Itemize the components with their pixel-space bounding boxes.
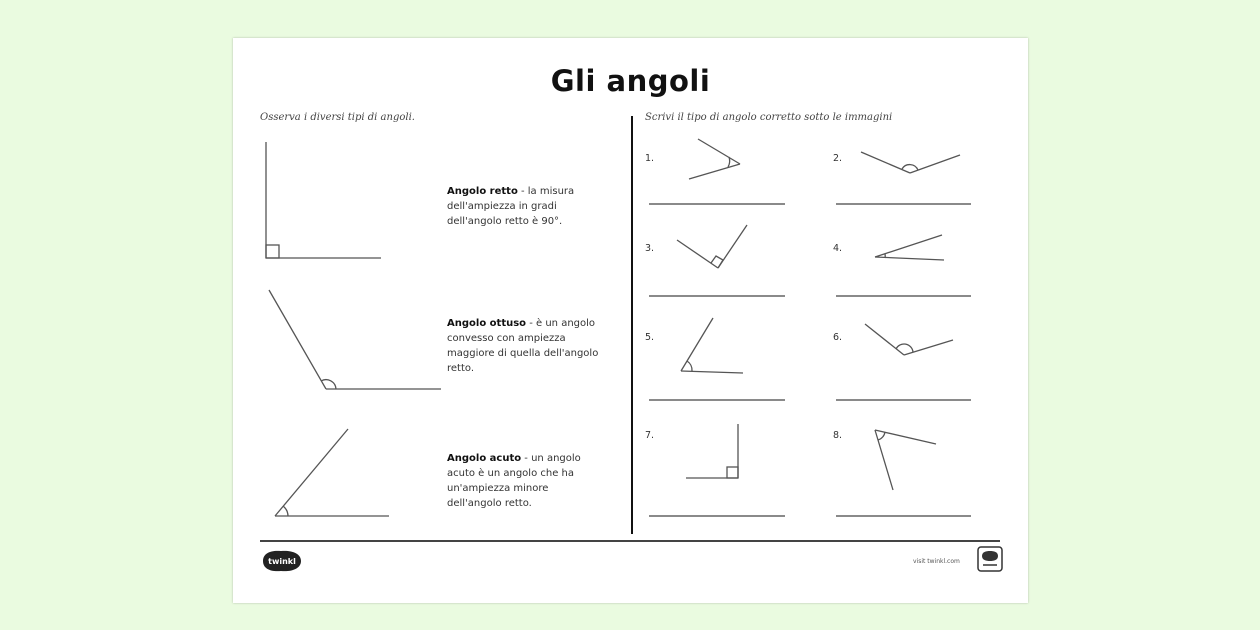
exercise-number-8: 8. xyxy=(833,430,843,441)
exercise-number-4: 4. xyxy=(833,243,843,254)
exercise-number-6: 6. xyxy=(833,332,843,343)
twinkl-badge-icon xyxy=(975,544,1005,574)
exercise-number-3: 3. xyxy=(645,243,655,254)
exercise-number-1: 1. xyxy=(645,153,655,164)
acute-angle-name: Angolo acuto xyxy=(447,453,522,464)
twinkl-logo-icon xyxy=(259,548,305,574)
acute-angle-text: - un angolo acuto è un angolo che ha un'ampiezza minore dell'angolo retto. xyxy=(447,453,581,509)
footer-site-text: visit twinkl.com xyxy=(913,558,960,565)
obtuse-angle-name: Angolo ottuso xyxy=(447,318,527,329)
exercise-angle-8 xyxy=(875,430,936,490)
exercise-angle-4 xyxy=(875,235,944,260)
exercise-angle-7 xyxy=(686,424,738,478)
exercise-angle-3 xyxy=(677,225,747,268)
worksheet-page xyxy=(233,38,1028,603)
exercise-number-2: 2. xyxy=(833,153,843,164)
page-title: Gli angoli xyxy=(550,64,711,98)
exercise-angle-5 xyxy=(681,318,743,373)
exercise-figures xyxy=(233,38,1028,538)
obtuse-angle-text: - è un angolo convesso con ampiezza maggiore di quella dell'angolo retto. xyxy=(447,318,599,374)
exercise-angle-2 xyxy=(861,152,960,173)
answer-lines xyxy=(649,204,971,516)
right-instruction: Scrivi il tipo di angolo corretto sotto le immagini xyxy=(645,112,893,123)
right-angle-name: Angolo retto xyxy=(447,186,518,197)
exercise-angle-1 xyxy=(689,139,740,179)
right-angle-text: - la misura dell'ampiezza in gradi dell'angolo retto è 90°. xyxy=(447,186,575,227)
exercise-number-7: 7. xyxy=(645,430,655,441)
exercise-angle-6 xyxy=(865,324,953,355)
footer-rule xyxy=(260,540,1000,542)
logo-text: twinkl xyxy=(268,557,296,566)
left-instruction: Osserva i diversi tipi di angoli. xyxy=(260,112,415,123)
exercise-number-5: 5. xyxy=(645,332,655,343)
